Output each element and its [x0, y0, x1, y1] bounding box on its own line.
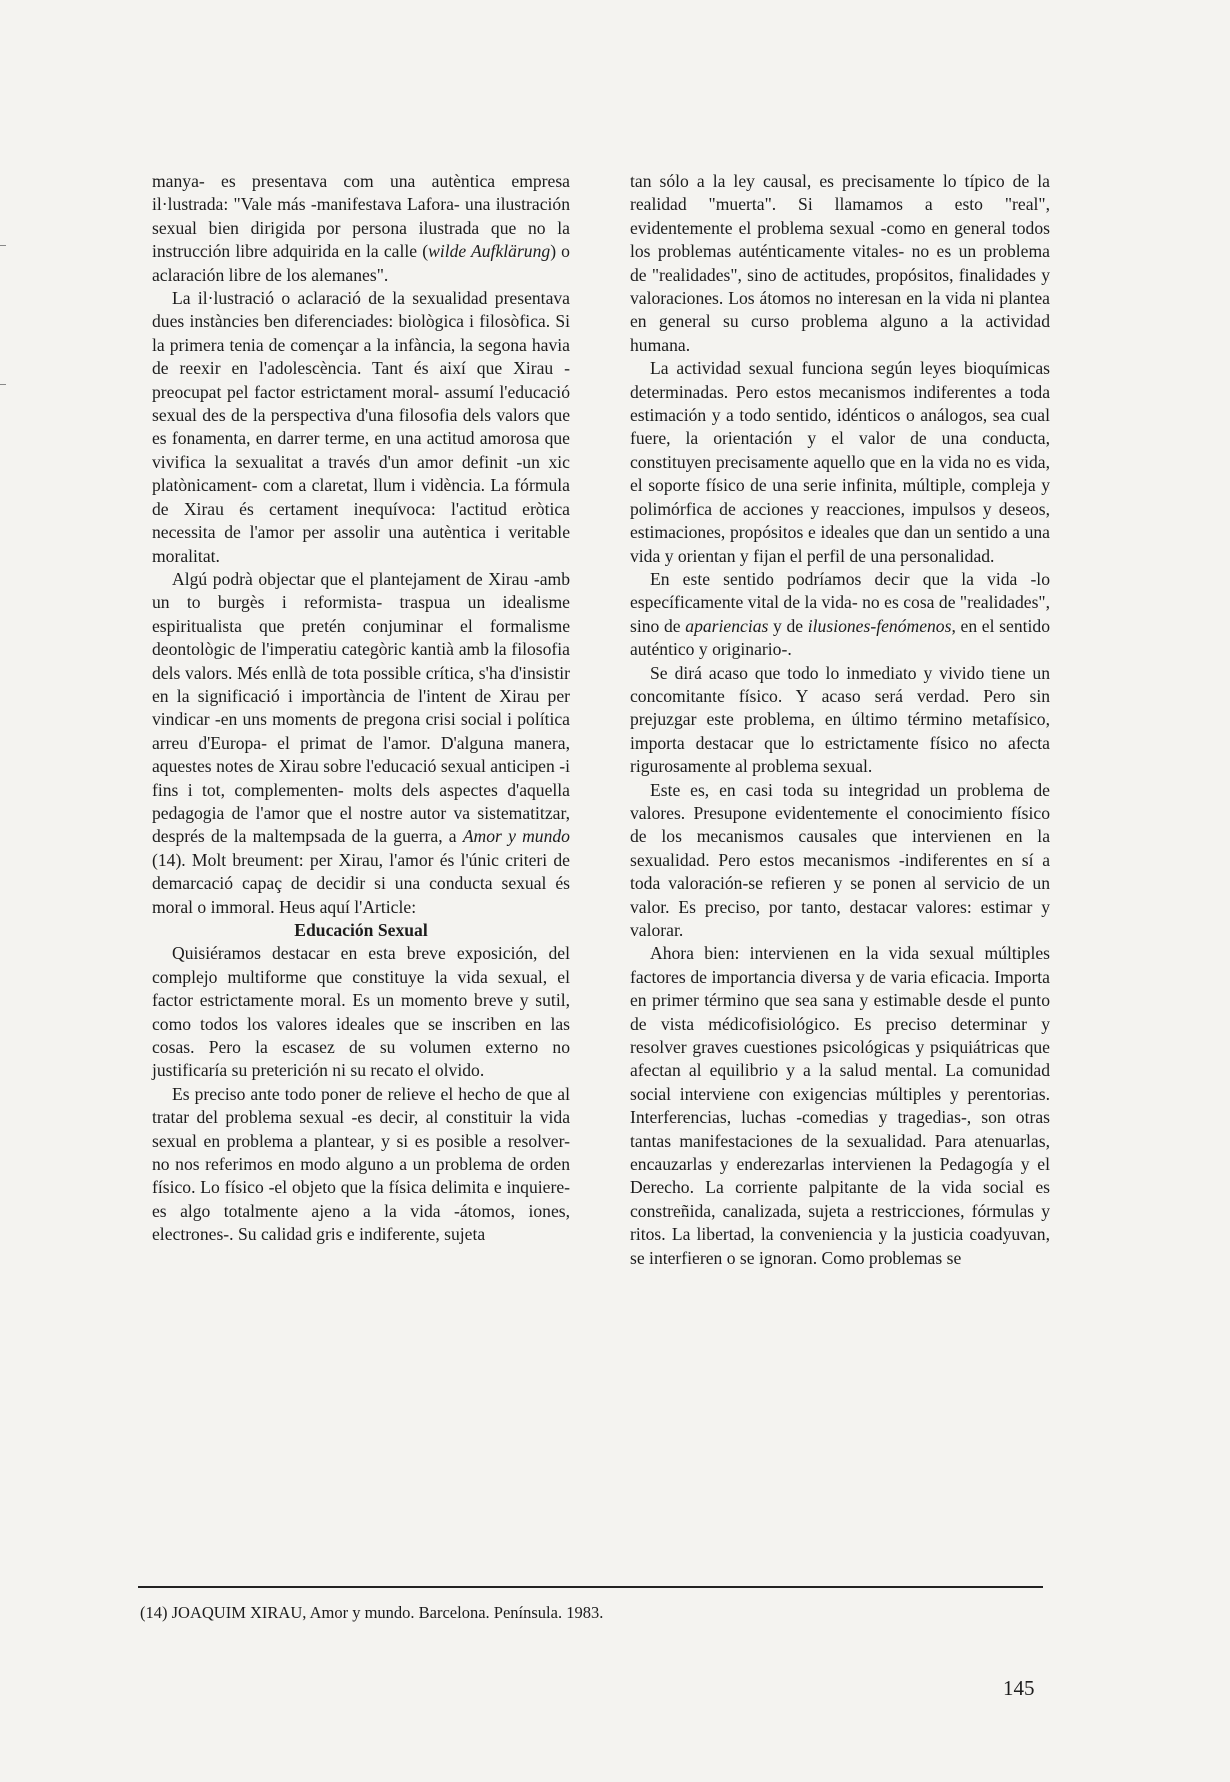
paragraph: La actividad sexual funciona según leyes bioquímicas determinadas. Pero estos mecanismos indiferentes a toda estimación y a todo sentido, idénticos o análogos, sea cual fuere, la orientación y el valor de una conducta, constituyen precisamente aquello que en la vida no es vida, el soporte físico de una serie infinita, múltiple, compleja y polimórfica de acciones y reacciones, impulsos y deseos, estimaciones, propósitos e ideales que dan un sentido a una vida y orientan y fijan el perfil de una personalidad. [630, 358, 1050, 566]
paragraph: Este es, en casi toda su integridad un problema de valores. Presupone evidentemente el conocimiento físico de los mecanismos causales que intervienen en la sexualidad. Pero estos mecanismos -indiferentes en sí a toda valoración-se refieren y se ponen al servicio de un valor. Es preciso, por tanto, destacar valores: estimar y valorar. [630, 779, 1050, 940]
section-heading: Educación Sexual [294, 920, 428, 940]
scan-edge-mark [0, 384, 6, 385]
paragraph: Se dirá acaso que todo lo inmediato y vivido tiene un concomitante físico. Y acaso será verdad. Pero sin prejuzgar este problema, en último término metafísico, importa destacar que lo estrictamente físico no afecta rigurosamente al problema sexual. [630, 662, 1050, 777]
paragraph: Quisiéramos destacar en esta breve exposición, del complejo multiforme que constituye la vida sexual, el factor estrictamente moral. Es un momento breve y sutil, como todos los valores ideales que se inscriben en las cosas. Pero la escasez de su volumen externo no justificaría su preterición ni su recato el olvido. [152, 943, 570, 1081]
paragraph: Ahora bien: intervienen en la vida sexual múltiples factores de importancia diversa y de varia eficacia. Importa en primer término que sea sana y estimable desde el punto de vista médicofisiológico. Es preciso determinar y resolver graves cuestiones psicológicas y psiquiátricas que afectan al equilibrio y a la salud mental. La comunidad social interviene con exigencias múltiples y perentorias. Interferencias, luchas -comedias y tragedias-, son otras tantas manifestaciones de la sexualidad. Para atenuarlas, encauzarlas y enderezarlas intervienen la Pedagogía y el Derecho. La corriente palpitante de la vida social es constreñida, canalizada, sujeta a restricciones, fórmulas y ritos. La libertad, la conveniencia y la justicia coadyuvan, se interfieren o se ignoran. Como problemas se [630, 943, 1050, 1268]
right-column [630, 170, 1050, 1270]
page-number: 145 [1003, 1676, 1035, 1700]
footnote-divider [138, 1586, 1043, 1588]
left-column [152, 170, 570, 1247]
footnote: (14) JOAQUIM XIRAU, Amor y mundo. Barcelona. Península. 1983. [140, 1603, 604, 1622]
paragraph: La il·lustració o aclaració de la sexualidad presentava dues instàncies ben diferenciades: biològica i filosòfica. Si la primera tenia de començar a la infància, la segona havia de reexir en l'adolescència. Tant és així que Xirau -preocupat pel factor estrictament moral- assumí l'educació sexual des de la perspectiva d'una filosofia dels valors que es fonamenta, en darrer terme, en una actitud amorosa que vivifica la sexualitat a través d'un amor definit -un xic platònicament- com a claretat, llum i vidència. La fórmula de Xirau és certament inequívoca: l'actitud eròtica necessita de l'amor per assolir una autèntica i veritable moralitat. [152, 288, 570, 566]
paragraph: Es preciso ante todo poner de relieve el hecho de que al tratar del problema sexual -es decir, al constituir la vida sexual en problema a plantear, y si es posible a resolver- no nos referimos en modo alguno a un problema de orden físico. Lo físico -el objeto que la física delimita e inquiere- es algo totalmente ajeno a la vida -átomos, iones, electrones-. Su calidad gris e indiferente, sujeta [152, 1083, 570, 1245]
paragraph: Algú podrà objectar que el plantejament de Xirau -amb un to burgès i reformista- traspua un idealisme espiritualista que pretén conjuminar el formalisme deontològic de l'imperatiu categòric kantià amb la filosofia dels valors. Més enllà de tota possible crítica, s'ha d'insistir en la significació i importància de l'intent de Xirau per vindicar -en uns moments de pregona crisi social i política arreu d'Europa- el primat de l'amor. D'alguna manera, aquestes notes de Xirau sobre l'educació sexual anticipen -i fins i tot, complementen- molts dels aspectes d'aquella pedagogia de l'amor que el nostre autor va sistematitzar, després de la maltempsada de la guerra, a Amor y mundo (14). Molt breument: per Xirau, l'amor és l'únic criteri de demarcació capaç de decidir si una conducta sexual és moral o immoral. Heus aquí l'Article: [152, 568, 570, 917]
scan-edge-mark [0, 245, 6, 246]
paragraph: tan sólo a la ley causal, es precisamente lo típico de la realidad "muerta". Si llamamos a esto "real", evidentemente el problema sexual -como en general todos los problemas auténticamente vitales- no es un problema de "realidades", sino de actitudes, propósitos, finalidades y valoraciones. Los átomos no interesan en la vida ni plantea en general su curso problema alguno a la actividad humana. [630, 171, 1050, 355]
paragraph: En este sentido podríamos decir que la vida -lo específicamente vital de la vida- no es cosa de "realidades", sino de apariencias y de ilusiones-fenómenos, en el sentido auténtico y originario-. [630, 568, 1050, 660]
paragraph: manya- es presentava com una autèntica empresa il·lustrada: "Vale más -manifestava Lafora- una ilustración sexual bien dirigida por persona ilustrada que no la instrucción libre adquirida en la calle (wilde Aufklärung) o aclaración libre de los alemanes". [152, 171, 570, 285]
